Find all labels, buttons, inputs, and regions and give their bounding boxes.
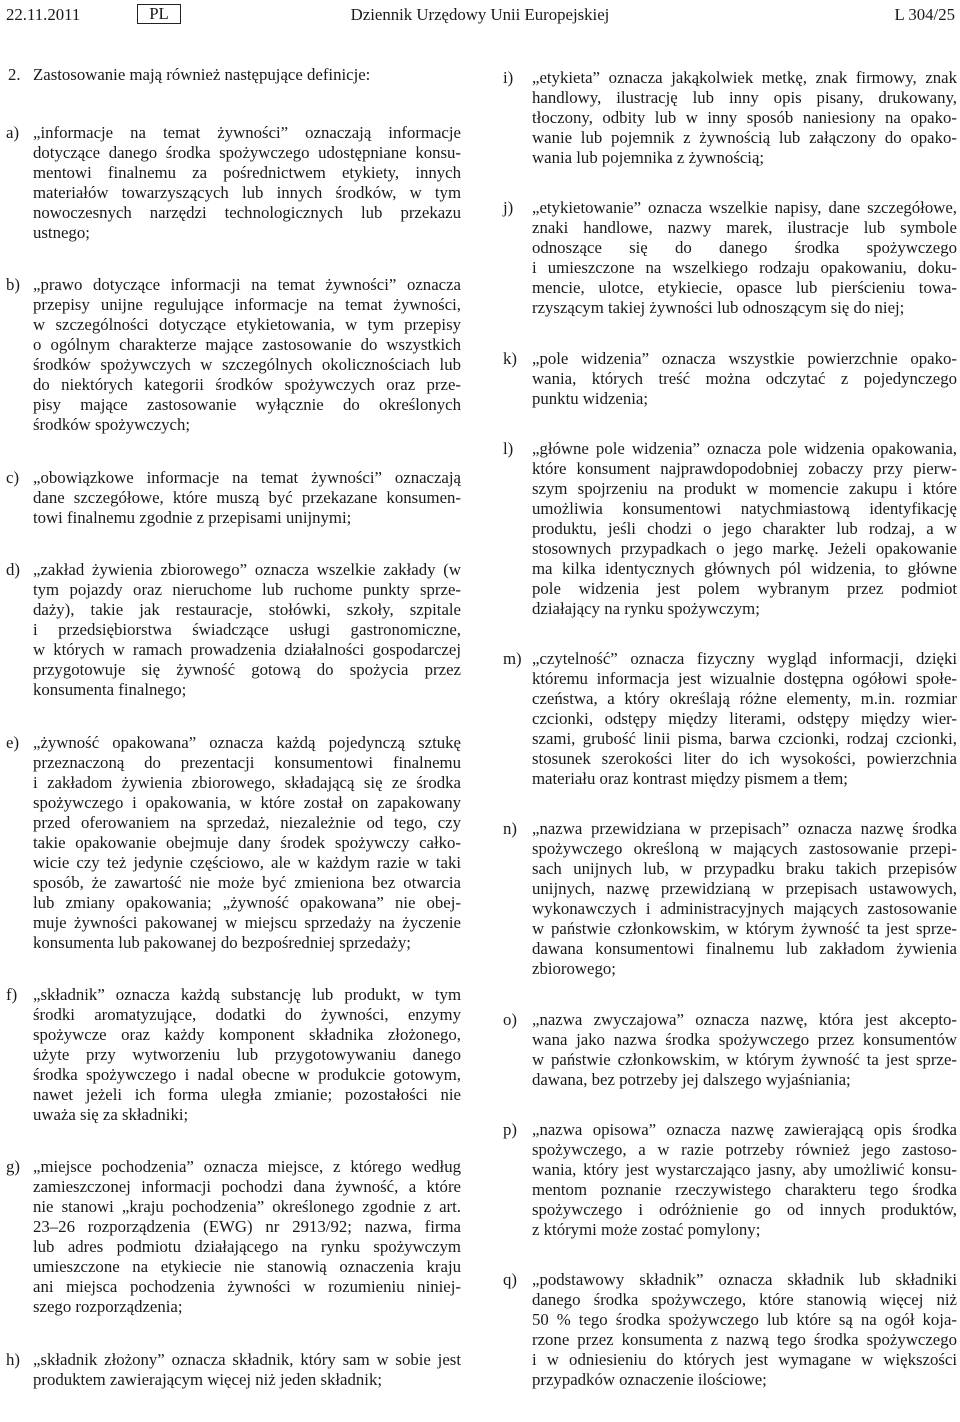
definition-line: konsumenta finalnego; (33, 680, 187, 700)
definition-line: i przedsiębiorstwa świadczące usługi gastronomiczne, (33, 620, 461, 640)
definition-line: stosunek szerokości liter do ich wysokości, powierzchnia (532, 749, 957, 768)
definition-text (33, 468, 461, 528)
definition-item (6, 123, 461, 243)
definition-line: rzone przez konsumenta z nazwą tego środka spożywczego (532, 1330, 957, 1349)
page-reference: L 304/25 (894, 5, 955, 24)
definition-line: do niektórych kategorii środków spożywczych oraz prze- (33, 375, 461, 395)
definition-line: rzyszącym takiej żywności lub odnoszącym się do niej; (532, 298, 905, 318)
definition-line: danego środka spożywczego, które stanowią więcej niż (532, 1290, 957, 1309)
definition-line: któremu informacja jest wizualnie dostępna ogółowi społe- (532, 669, 957, 688)
definition-text (33, 733, 461, 953)
definition-item (503, 819, 958, 979)
definition-text (532, 1270, 957, 1390)
definition-line: przepisy unijne regulujące informacje na temat żywności, (33, 295, 461, 315)
definition-line: nowoczesnych narzędzi technologicznych lub przekazu (33, 203, 461, 222)
definition-label: p) (503, 1119, 517, 1139)
right-column (503, 68, 958, 1420)
definition-line: „zakład żywienia zbiorowego” oznacza wszelkie zakłady (w (33, 560, 461, 580)
definition-line: lub zmiany opakowania; „żywność opakowana” nie obej- (33, 892, 461, 912)
definition-line: o ogólnym charakterze mające zastosowanie do wszystkich (33, 335, 461, 355)
definition-line: znaki handlowe, nazwy marek, ilustracje lub symbole (532, 218, 957, 238)
definition-line: 23–26 rozporządzenia (EWG) nr 2913/92; nazwa, firma (33, 1217, 461, 1237)
definition-label: f) (6, 984, 18, 1004)
journal-title: Dziennik Urzędowy Unii Europejskiej (350, 5, 610, 24)
definition-line: „miejsce pochodzenia” oznacza miejsce, z którego według (33, 1157, 461, 1177)
definition-line: i umieszczone na wszelkiego rodzaju opakowaniu, doku- (532, 258, 957, 278)
definition-line: czcionki, odstępy między literami, odstępy między wier- (532, 709, 957, 728)
definition-line: „nazwa zwyczajowa” oznacza nazwę, która jest akcepto- (532, 1009, 957, 1029)
definition-line: szego rozporządzenia; (33, 1297, 183, 1317)
definition-line: w państwie członkowskim, w którym żywność ta jest sprze- (532, 1049, 957, 1069)
definition-line: nawet jeżeli ich forma uległa zmianie; pozostałości nie (33, 1084, 461, 1104)
definition-line: „nazwa przewidziana w przepisach” oznacza nazwę środka (532, 819, 957, 839)
definition-line: takie opakowanie obejmuje dany środek spożywczy całko- (33, 832, 461, 852)
definition-line: przeznaczoną do prezentacji konsumentowi finalnemu (33, 752, 461, 772)
definition-item (6, 1350, 461, 1390)
definition-item (503, 1120, 958, 1240)
definition-text (33, 1157, 461, 1317)
definition-label: g) (6, 1157, 20, 1177)
definition-line: wania, których treść można odczytać z pojedynczego (532, 368, 957, 388)
definition-line: mentowi finalnemu za pośrednictwem etykiety, innych (33, 163, 461, 182)
definition-label: j) (503, 198, 514, 218)
definition-line: przed oferowaniem na sprzedaż, niezależnie od tego, czy (33, 812, 461, 832)
definition-line: z którymi może zostać pomylony; (532, 1219, 761, 1239)
definition-item (6, 275, 461, 435)
definition-label: h) (6, 1349, 20, 1369)
definition-line: daży), takie jak restauracje, stołówki, szkoły, szpitale (33, 600, 461, 620)
definition-line: sach unijnych lub, w przypadku braku takich przepisów (532, 859, 957, 879)
definition-line: umieszczone na etykiecie nie stanowią oznaczenia kraju (33, 1257, 461, 1277)
section-number: 2. (8, 65, 21, 84)
definition-line: „składnik” oznacza każdą substancję lub produkt, w tym (33, 984, 461, 1004)
definition-line: „etykieta” oznacza jakąkolwiek metkę, znak firmowy, znak (532, 68, 957, 87)
language-badge: PL (137, 4, 181, 24)
definition-label: k) (503, 348, 517, 368)
definition-line: dawana, bez potrzeby jej dalszego wyjaśniania; (532, 1069, 851, 1089)
definition-line: unijnych, nazwę przewidzianą w przepisach ustawowych, (532, 879, 957, 899)
definition-line: zamieszczonej informacji pochodzi dana żywność, a które (33, 1177, 461, 1197)
definition-line: dotyczące danego środka spożywczego udostępniane konsu- (33, 143, 461, 162)
definition-item (503, 349, 958, 409)
definition-line: dawana konsumentowi finalnemu lub zakładom żywienia (532, 939, 957, 959)
definition-line: stosownych przypadkach o jego markę. Jeżeli opakowanie (532, 538, 957, 558)
definition-item (503, 649, 958, 789)
definition-line: punktu widzenia; (532, 388, 649, 408)
definition-line: zbiorowego; (532, 959, 616, 979)
definition-line: szym spojrzeniu na produkt w momencie zakupu i które (532, 478, 957, 498)
definition-line: „pole widzenia” oznacza wszystkie powierzchnie opako- (532, 348, 957, 368)
definition-line: które konsument najprawdopodobniej zobaczy przy pierw- (532, 458, 957, 478)
definition-item (6, 560, 461, 700)
definition-line: uważa się za składniki; (33, 1104, 189, 1124)
definition-line: tym pojazdy oraz nieruchome lub ruchome punkty sprze- (33, 580, 461, 600)
definition-item (6, 468, 461, 528)
definition-line: „prawo dotyczące informacji na temat żywności” oznacza (33, 275, 461, 295)
definition-line: wana jako nazwa środka spożywczego przez konsumentów (532, 1029, 957, 1049)
definition-text (532, 1120, 957, 1240)
definition-line: w których w ramach prowadzenia działalności gospodarczej (33, 640, 461, 660)
section-intro-text: Zastosowanie mają również następujące definicje: (33, 65, 371, 84)
definition-line: pole widzenia jest polem wybranym przez podmiot (532, 578, 957, 598)
definition-item (6, 733, 461, 953)
definition-line: przygotowuje się żywność gotową do spożycia przez (33, 660, 461, 680)
definition-line: materiałów towarzyszących lub innych środków, w tym (33, 183, 461, 202)
definition-text (532, 819, 957, 979)
definition-line: 50 % tego środka spożywczego lub które są na ogół koja- (532, 1310, 957, 1329)
definition-line: i zakładom żywienia zbiorowego, składającą się ze środka (33, 772, 461, 792)
definition-line: „etykietowanie” oznacza wszelkie napisy, dane szczegółowe, (532, 198, 957, 218)
definition-line: mencie, ulotce, etykiecie, opasce lub pierścieniu towa- (532, 278, 957, 298)
definition-label: q) (503, 1270, 517, 1289)
definition-label: d) (6, 560, 20, 580)
definition-line: pisy mające zastosowanie wyłącznie do określonych (33, 395, 461, 415)
definition-line: nie stanowi „kraju pochodzenia” określonego zgodnie z art. (33, 1197, 461, 1217)
definition-line: materiału oraz kontrast między pismem a tłem; (532, 769, 848, 788)
definition-label: b) (6, 275, 20, 295)
definition-line: tłoczony, odbity lub w inny sposób naniesiony na opako- (532, 108, 957, 127)
definition-line: ustnego; (33, 223, 90, 242)
definition-line: „czytelność” oznacza fizyczny wygląd informacji, dzięki (532, 649, 957, 668)
definition-line: „główne pole widzenia” oznacza pole widzenia opakowania, (532, 438, 957, 458)
definition-line: „nazwa opisowa” oznacza nazwę zawierającą opis środka (532, 1119, 957, 1139)
definition-line: w szczególności dotyczące etykietowania, w tym przepisy (33, 315, 461, 335)
definition-line: produktu, jeśli chodzi o jego charakter lub rodzaj, a w (532, 518, 957, 538)
definition-line: handlowy, ilustrację lub inny opis pisany, drukowany, (532, 88, 957, 107)
definition-label: n) (503, 819, 517, 839)
definition-text (33, 560, 461, 700)
definition-item (503, 1010, 958, 1090)
left-column (6, 65, 461, 1422)
definition-text (33, 985, 461, 1125)
definition-text (532, 349, 957, 409)
definition-label: m) (503, 649, 522, 668)
definition-line: wania lub pojemnika z żywnością; (532, 148, 765, 167)
section-intro (6, 65, 461, 85)
definition-item (6, 1157, 461, 1317)
definition-text (532, 198, 957, 318)
definition-text (33, 123, 461, 243)
definition-line: odnoszące się do danego środka spożywczego (532, 238, 957, 258)
definition-line: środki aromatyzujące, dodatki do żywności, enzymy (33, 1004, 461, 1024)
definition-label: o) (503, 1009, 517, 1029)
definition-line: przypadków oznaczenie ilościowe; (532, 1370, 767, 1389)
definition-line: użyte przy wytworzeniu lub przygotowywaniu danego (33, 1044, 461, 1064)
definition-text (532, 68, 957, 168)
definition-line: dane szczegółowe, które muszą być przekazane konsumen- (33, 487, 461, 507)
definition-line: „żywność opakowana” oznacza każdą pojedynczą sztukę (33, 732, 461, 752)
definition-line: wicie czy też jedynie częściowo, ale w każdym razie w taki (33, 852, 461, 872)
definition-line: „podstawowy składnik” oznacza składnik lub składniki (532, 1270, 957, 1289)
definition-text (33, 275, 461, 435)
definition-text (33, 1350, 461, 1390)
definition-line: działający na rynku spożywczym; (532, 598, 760, 618)
definition-line: „informacje na temat żywności” oznaczają informacje (33, 123, 461, 142)
definition-item (503, 68, 958, 168)
definition-text (532, 649, 957, 789)
definition-line: spożywczego i opakowania, w które został on zapakowany (33, 792, 461, 812)
definition-line: wykonawczych i administracyjnych mających zastosowanie (532, 899, 957, 919)
definition-line: szami, grubość linii pisma, barwa czcionki, rodzaj czcionki, (532, 729, 957, 748)
definition-item (6, 985, 461, 1125)
definition-line: mentom poznanie rzeczywistego charakteru tego środka (532, 1179, 957, 1199)
definition-label: e) (6, 732, 20, 752)
definition-item (503, 439, 958, 619)
definition-item (503, 1270, 958, 1390)
definition-line: konsumenta lub pakowanej do bezpośredniej sprzedaży; (33, 932, 411, 952)
definition-line: spożywcze oraz każdy komponent składnika złożonego, (33, 1024, 461, 1044)
definition-line: i w odniesieniu do których jest wymagane w większości (532, 1350, 957, 1369)
definition-text (532, 439, 957, 619)
definition-line: w państwie członkowskim, w którym żywność ta jest sprze- (532, 919, 957, 939)
definition-line: umożliwia konsumentowi natychmiastową identyfikację (532, 498, 957, 518)
definition-label: a) (6, 123, 20, 142)
definition-line: czeństwa, a który określają różne elementy, m.in. rozmiar (532, 689, 957, 708)
definition-label: i) (503, 68, 514, 87)
definition-line: środka spożywczego i nadal obecne w produkcie gotowym, (33, 1064, 461, 1084)
definition-line: muje żywności pakowanej w miejscu sprzedaży na życzenie (33, 912, 461, 932)
definition-line: ani miejsca pochodzenia żywności w rozumieniu niniej- (33, 1277, 461, 1297)
definition-label: l) (503, 438, 514, 458)
definition-line: spożywczego, a w razie potrzeby również jego zastoso- (532, 1139, 957, 1159)
definition-line: towi finalnemu zgodnie z przepisami unijnymi; (33, 507, 352, 527)
definition-line: lub adres podmiotu działającego na rynku spożywczym (33, 1237, 461, 1257)
header-date: 22.11.2011 (6, 5, 81, 24)
definition-line: wanie lub pojemnik z żywnością lub załączony do opako- (532, 128, 957, 147)
definition-line: środków spożywczych; (33, 415, 191, 435)
definition-line: spożywczego określoną w mających zastosowanie przepi- (532, 839, 957, 859)
definition-line: „składnik złożony” oznacza składnik, który sam w sobie jest (33, 1349, 461, 1369)
definition-label: c) (6, 467, 20, 487)
definition-line: produktem zawierającym więcej niż jeden składnik; (33, 1369, 383, 1389)
definition-line: ma kilka identycznych głównych pól widzenia, to główne (532, 558, 957, 578)
definition-line: „obowiązkowe informacje na temat żywności” oznaczają (33, 467, 461, 487)
definition-line: środków spożywczych w szczególnych okolicznościach lub (33, 355, 461, 375)
definition-text (532, 1010, 957, 1090)
definition-item (503, 198, 958, 318)
definition-line: spożywczego i odróżnienie go od innych produktów, (532, 1199, 957, 1219)
definition-line: sposób, że zawartość nie może być zmieniona bez otwarcia (33, 872, 461, 892)
definition-line: wania, który jest wystarczająco jasny, aby umożliwić konsu- (532, 1159, 957, 1179)
